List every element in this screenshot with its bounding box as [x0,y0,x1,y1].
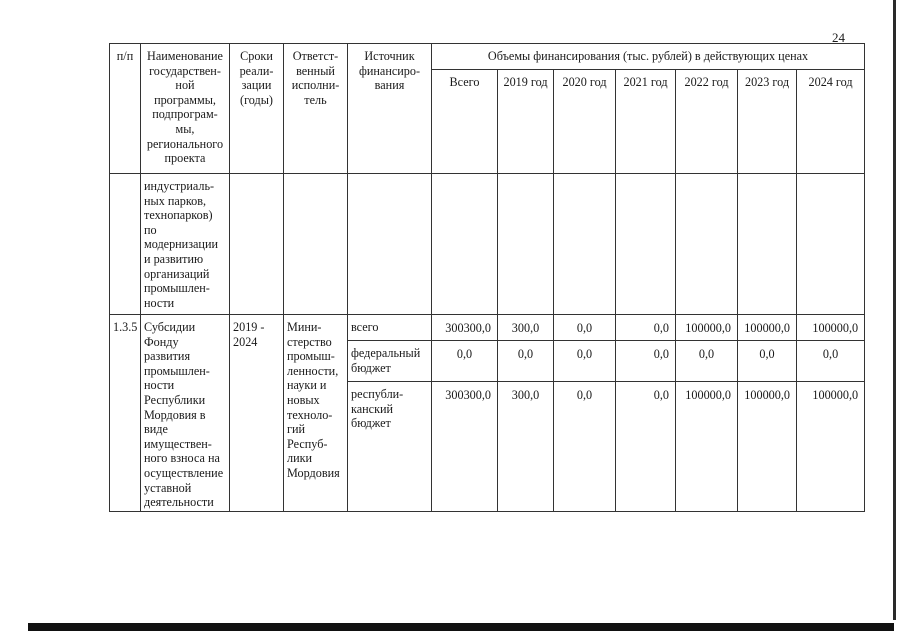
header-source: Источник финансиро-вания [348,44,432,174]
header-year-2024: 2024 год [797,70,865,174]
header-year-2019: 2019 год [498,70,554,174]
value-cell: 0,0 [616,381,676,511]
page-number: 24 [832,30,845,45]
header-volume: Объемы финансирования (тыс. рублей) в действующих ценах [432,44,865,70]
header-year-2021: 2021 год [616,70,676,174]
header-year-2023: 2023 год [738,70,797,174]
value-cell: 0,0 [432,341,498,382]
value-cell: 100000,0 [738,381,797,511]
header-row-1 [110,44,865,70]
value-cell: 0,0 [797,341,865,382]
row-num: 1.3.5 [110,315,141,512]
value-cell: 300300,0 [432,381,498,511]
value-cell: 0,0 [498,341,554,382]
continued-row [110,174,865,315]
continued-name: индустриаль-ных парков, технопарков) по модернизации и развитию организаций промышлен-ности [141,174,230,315]
value-cell: 0,0 [616,341,676,382]
value-cell: 100000,0 [676,315,738,341]
value-cell: 100000,0 [797,315,865,341]
value-cell: 0,0 [554,381,616,511]
value-cell: 0,0 [676,341,738,382]
value-cell: 300,0 [498,315,554,341]
value-cell: 0,0 [554,315,616,341]
value-cell: 100000,0 [797,381,865,511]
value-cell: 0,0 [738,341,797,382]
header-responsible: Ответст-венный исполни-тель [284,44,348,174]
row-name: Субсидии Фонду развития промышлен-ности Республики Мордовия в виде имуществен-ного взноса на осуществление уставной деятельности [141,315,230,512]
header-year-2020: 2020 год [554,70,616,174]
header-name: Наименование государствен-ной программы, подпрограм-мы, регионального проекта [141,44,230,174]
value-cell: 100000,0 [676,381,738,511]
source-label: всего [348,315,432,341]
page-edge-bottom [28,623,894,631]
header-num: п/п [110,44,141,174]
row-responsible: Мини-стерство промыш-ленности, науки и новых техноло-гий Респуб-лики Мордовия [284,315,348,512]
source-label: республи-канский бюджет [348,381,432,511]
value-cell: 0,0 [616,315,676,341]
value-cell: 300300,0 [432,315,498,341]
value-cell: 0,0 [554,341,616,382]
source-label: федеральный бюджет [348,341,432,382]
row-terms: 2019 - 2024 [230,315,284,512]
header-year-2022: 2022 год [676,70,738,174]
table-row [110,315,865,341]
value-cell: 100000,0 [738,315,797,341]
header-terms: Сроки реали-зации (годы) [230,44,284,174]
page-edge-right [893,0,896,620]
header-year-total: Всего [432,70,498,174]
value-cell: 300,0 [498,381,554,511]
financing-table [109,43,865,512]
